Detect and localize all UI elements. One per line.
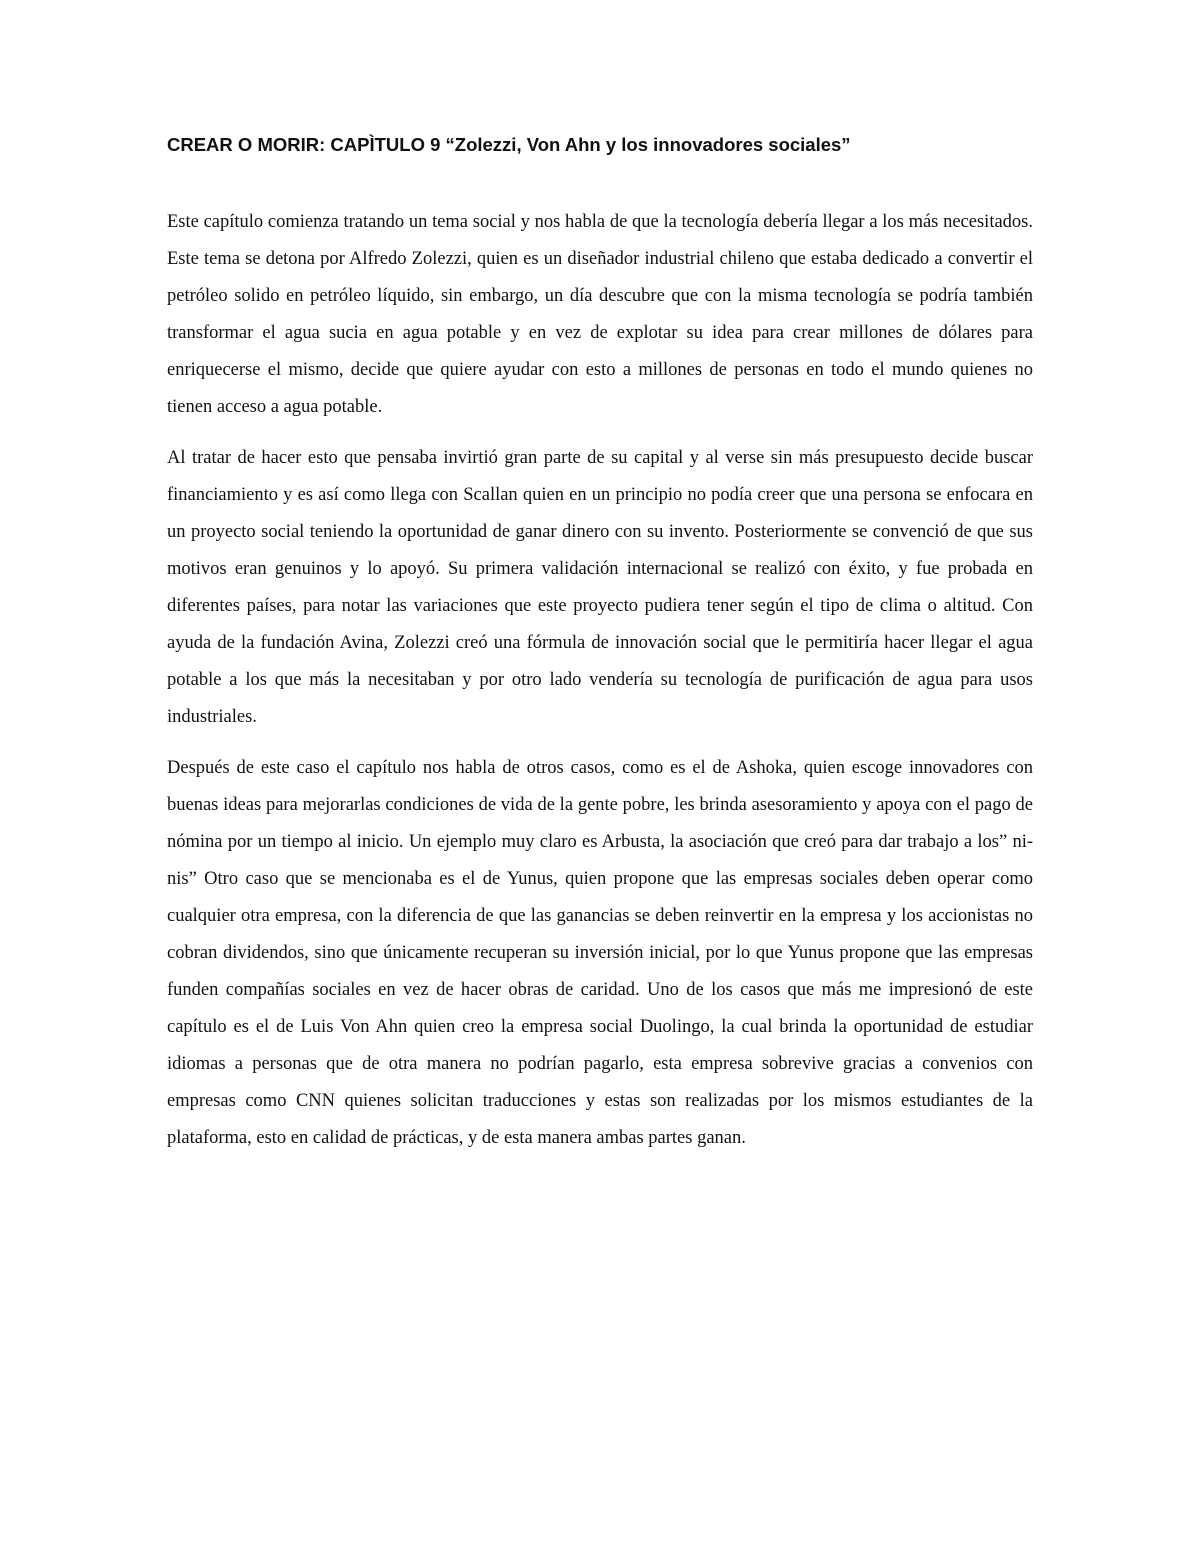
paragraph-1: Este capítulo comienza tratando un tema social y nos habla de que la tecnología debería llegar a los más necesitados. Este tema se detona por Alfredo Zolezzi, quien es un diseñador industrial chileno que estaba dedicado a convertir el petróleo solido en petróleo líquido, sin embargo, un día descubre que con la misma tecnología se podría también transformar el agua sucia en agua potable y en vez de explotar su idea para crear millones de dólares para enriquecerse el mismo, decide que quiere ayudar con esto a millones de personas en todo el mundo quienes no tienen acceso a agua potable. <box>167 212 1033 417</box>
document-title: CREAR O MORIR: CAPÌTULO 9 “Zolezzi, Von Ahn y los innovadores sociales” <box>167 134 851 155</box>
paragraph-3: Después de este caso el capítulo nos habla de otros casos, como es el de Ashoka, quien escoge innovadores con buenas ideas para mejorarlas condiciones de vida de la gente pobre, les brinda asesoramiento y apoya con el pago de nómina por un tiempo al inicio. Un ejemplo muy claro es Arbusta, la asociación que creó para dar trabajo a los” ni-nis” Otro caso que se mencionaba es el de Yunus, quien propone que las empresas sociales deben operar como cualquier otra empresa, con la diferencia de que las ganancias se deben reinvertir en la empresa y los accionistas no cobran dividendos, sino que únicamente recuperan su inversión inicial, por lo que Yunus propone que las empresas funden compañías sociales en vez de hacer obras de caridad. Uno de los casos que más me impresionó de este capítulo es el de Luis Von Ahn quien creo la empresa social Duolingo, la cual brinda la oportunidad de estudiar idiomas a personas que de otra manera no podrían pagarlo, esta empresa sobrevive gracias a convenios con empresas como CNN quienes solicitan traducciones y estas son realizadas por los mismos estudiantes de la plataforma, esto en calidad de prácticas, y de esta manera ambas partes ganan. <box>167 758 1033 1148</box>
paragraph-2: Al tratar de hacer esto que pensaba invirtió gran parte de su capital y al verse sin más presupuesto decide buscar financiamiento y es así como llega con Scallan quien en un principio no podía creer que una persona se enfocara en un proyecto social teniendo la oportunidad de ganar dinero con su invento. Posteriormente se convenció de que sus motivos eran genuinos y lo apoyó. Su primera validación internacional se realizó con éxito, y fue probada en diferentes países, para notar las variaciones que este proyecto pudiera tener según el tipo de clima o altitud. Con ayuda de la fundación Avina, Zolezzi creó una fórmula de innovación social que le permitiría hacer llegar el agua potable a los que más la necesitaban y por otro lado vendería su tecnología de purificación de agua para usos industriales. <box>167 448 1033 727</box>
document-page <box>167 134 1033 1171</box>
